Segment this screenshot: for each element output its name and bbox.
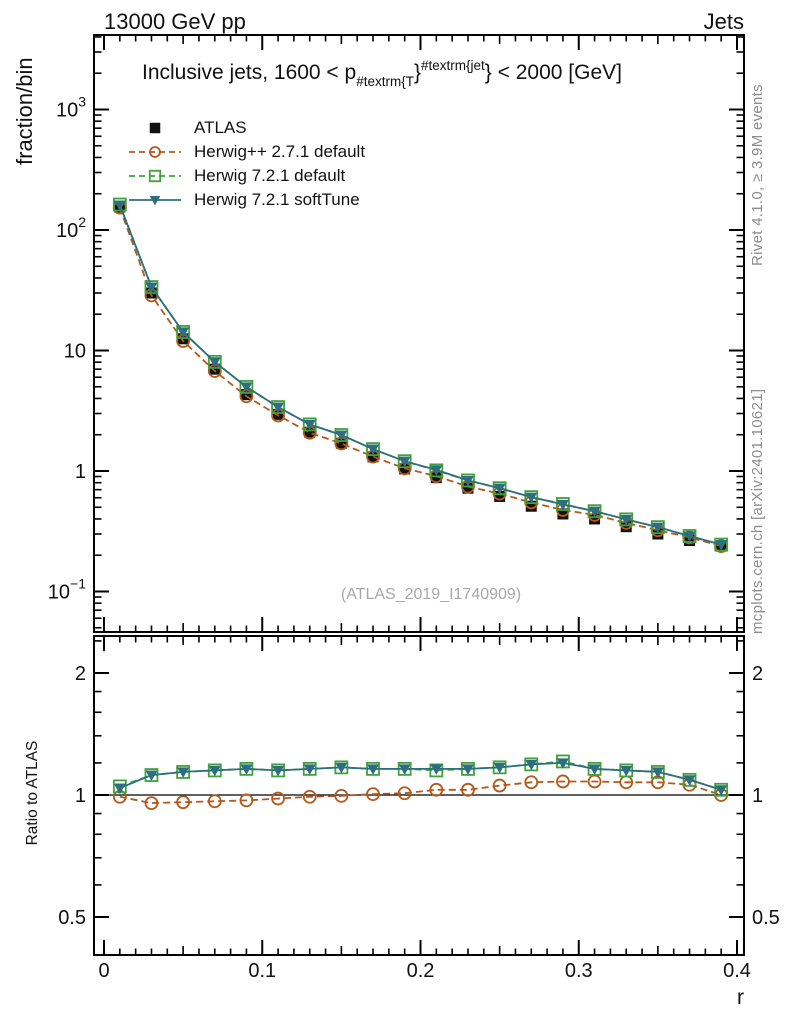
series-herwig-7-2-1-default bbox=[114, 199, 727, 796]
legend-label-herwig7-softtune: Herwig 7.2.1 softTune bbox=[194, 190, 360, 209]
herwig7-softtune-marker-icon bbox=[127, 188, 183, 212]
y-tick-label-ratio-left: 2 bbox=[74, 663, 86, 685]
plot-title-superscript: #textrm{jet bbox=[421, 58, 485, 73]
legend-label-herwigpp-default: Herwig++ 2.7.1 default bbox=[194, 142, 366, 161]
legend bbox=[127, 116, 365, 212]
legend-label-atlas: ATLAS bbox=[194, 118, 247, 137]
atlas-marker-icon bbox=[127, 116, 183, 140]
x-tick-label: 0.2 bbox=[406, 960, 435, 982]
beam-energy-label: 13000 GeV pp bbox=[104, 9, 246, 34]
rivet-version-note: Rivet 4.1.0, ≥ 3.9M events bbox=[749, 84, 766, 266]
y-axis-ticks-ratio bbox=[94, 641, 744, 917]
x-tick-label: 0.3 bbox=[564, 960, 593, 982]
y-tick-label-main: $10^2$ bbox=[55, 214, 86, 242]
legend-row-herwig7-softtune bbox=[127, 188, 365, 212]
plot-title bbox=[142, 58, 622, 89]
series-line-main bbox=[120, 208, 721, 546]
x-tick-label: 0 bbox=[98, 960, 110, 982]
series-herwig-7-2-1-softtune bbox=[114, 200, 727, 795]
series-herwig-2-7-1-default bbox=[114, 202, 727, 810]
y-tick-label-main: $10^{-1}$ bbox=[47, 575, 86, 604]
x-tick-label: 0.1 bbox=[248, 960, 277, 982]
x-tick-label: 0.4 bbox=[723, 960, 751, 982]
y-tick-label-ratio-right: 0.5 bbox=[752, 907, 780, 929]
y-tick-label-ratio-right: 2 bbox=[752, 663, 764, 685]
legend-label-herwig7-default: Herwig 7.2.1 default bbox=[194, 166, 346, 185]
y-tick-label-ratio-right: 1 bbox=[752, 785, 764, 807]
y-axis-title-ratio: Ratio to ATLAS bbox=[24, 740, 41, 846]
legend-row-atlas bbox=[127, 116, 365, 140]
series-atlas bbox=[114, 202, 726, 552]
plot-title-prefix: Inclusive jets, 1600 < p bbox=[142, 61, 357, 84]
herwig7-default-marker-icon bbox=[127, 164, 183, 188]
analysis-group-label: Jets bbox=[703, 9, 744, 34]
y-tick-label-ratio-left: 1 bbox=[74, 785, 86, 807]
plot-title-brace: } bbox=[413, 61, 421, 84]
plot-title-subscript: #textrm{T bbox=[356, 74, 414, 89]
analysis-id-watermark: (ATLAS_2019_I1740909) bbox=[340, 586, 522, 603]
x-axis-title: r bbox=[737, 986, 744, 1009]
legend-row-herwigpp-default bbox=[127, 140, 365, 164]
mcplots-arxiv-note: mcplots.cern.ch [arXiv:2401.10621] bbox=[749, 388, 766, 634]
plot-title-suffix: } < 2000 [GeV] bbox=[484, 61, 622, 84]
y-tick-label-main: 10 bbox=[63, 340, 86, 363]
legend-row-herwig7-default bbox=[127, 164, 365, 188]
y-tick-label-main: $10^3$ bbox=[55, 93, 86, 122]
y-axis-title-main: fraction/bin bbox=[12, 57, 37, 165]
herwigpp-marker-icon bbox=[127, 140, 183, 164]
y-tick-label-main: 1 bbox=[74, 461, 86, 483]
y-tick-label-ratio-left: 0.5 bbox=[58, 907, 86, 929]
tick-labels bbox=[48, 94, 780, 983]
